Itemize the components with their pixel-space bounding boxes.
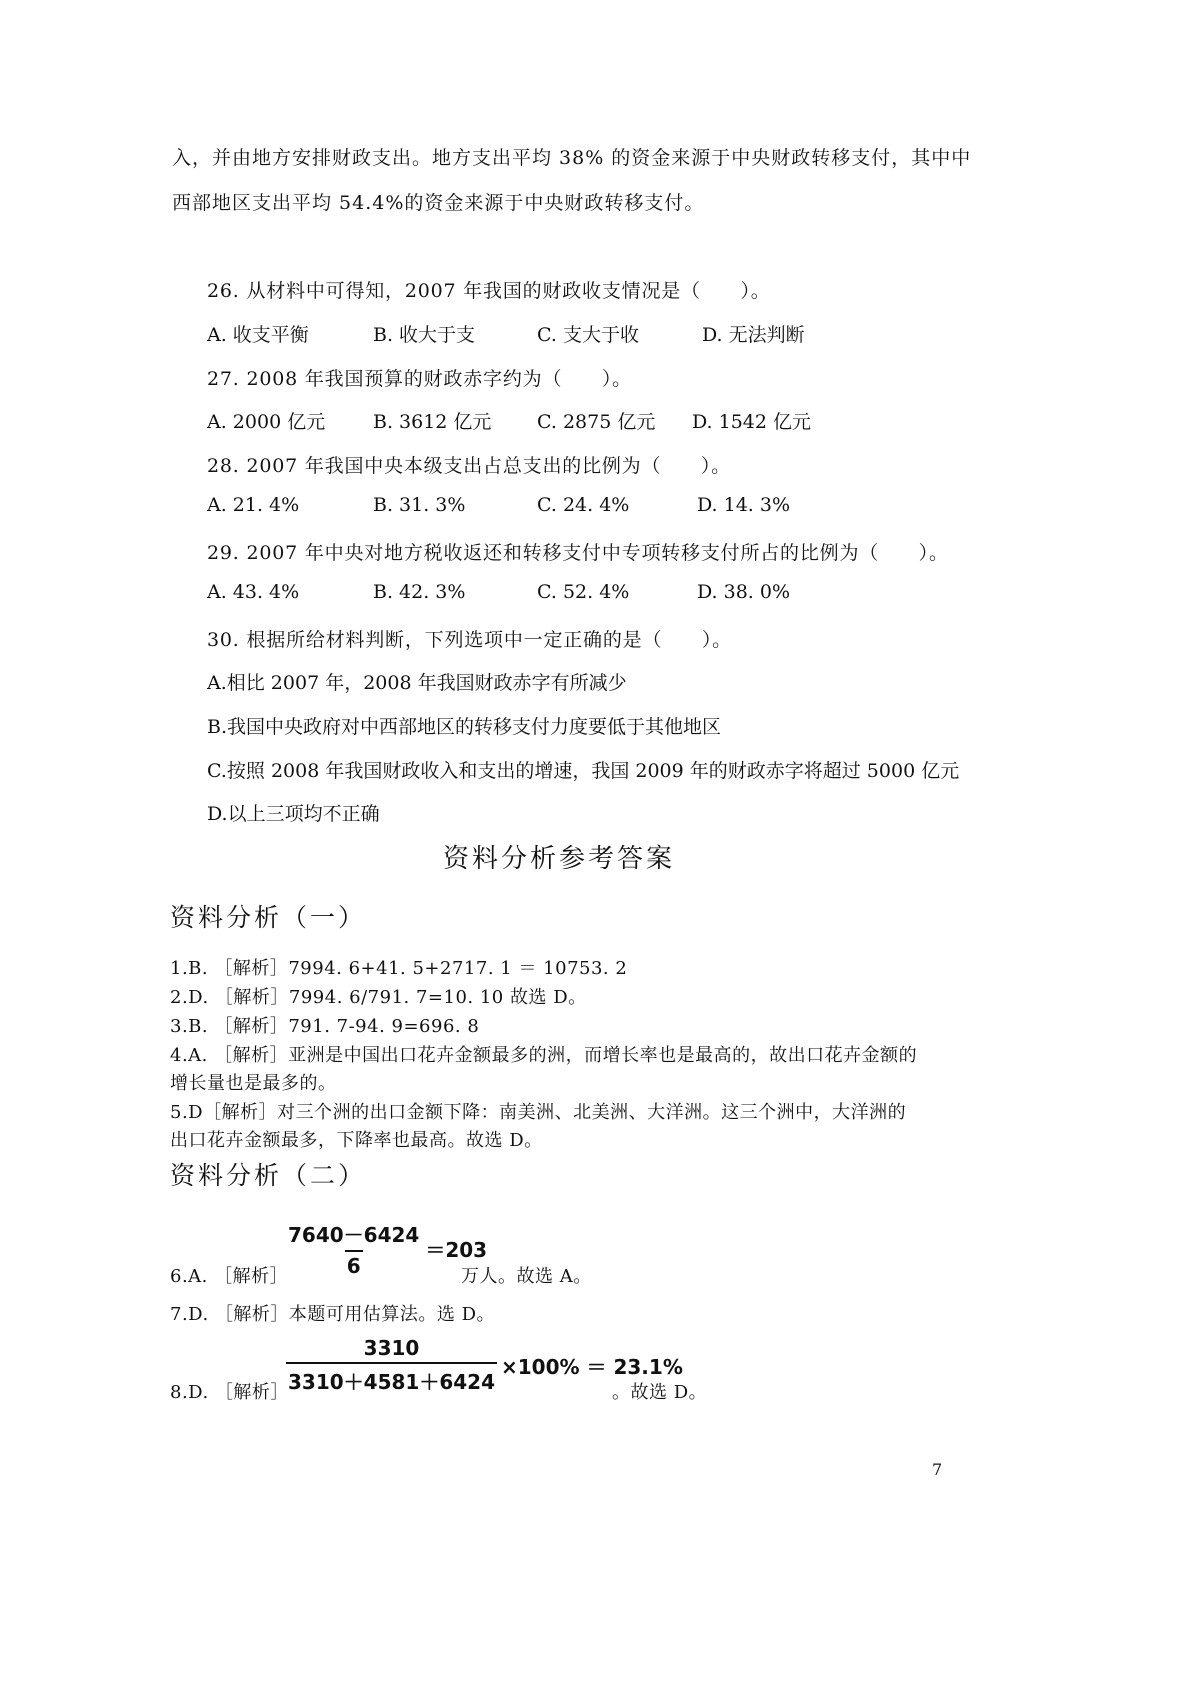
q26-option-c: C. 支大于收 [537,324,639,346]
formula-8-result: ×100% ＝ 23.1% [501,1355,683,1379]
intro-line-2: 西部地区支出平均 54.4%的资金来源于中央财政转移支付。 [172,192,705,214]
answer-4-line-2: 增长量也是最多的。 [170,1073,337,1094]
q26-option-b: B. 收大于支 [373,324,476,346]
q26-option-a: A. 收支平衡 [207,324,309,346]
answer-8-prefix: 8.D. ［解析］ [170,1382,289,1403]
q28-option-c: C. 24. 4% [537,494,630,516]
q27-option-b: B. 3612 亿元 [373,411,492,433]
answer-4-line-1: 4.A. ［解析］亚洲是中国出口花卉金额最多的洲，而增长率也是最高的，故出口花卉金额的 [170,1045,918,1066]
q29-option-c: C. 52. 4% [537,581,630,603]
answer-3: 3.B. ［解析］791. 7-94. 9=696. 8 [170,1016,480,1037]
q29-option-d: D. 38. 0% [697,581,791,603]
answer-5-line-2: 出口花卉金额最多，下降率也最高。故选 D。 [170,1130,543,1151]
q27-option-a: A. 2000 亿元 [207,411,326,433]
intro-line-1: 入，并由地方安排财政支出。地方支出平均 38% 的资金来源于中央财政转移支付，其中中 [172,147,972,169]
answer-6-formula [286,1219,487,1278]
answer-6-suffix: 万人。故选 A。 [461,1266,592,1287]
formula-6-result: ＝203 [425,1238,488,1262]
answer-7: 7.D. ［解析］本题可用估算法。选 D。 [170,1304,496,1325]
q30-option-a: A.相比 2007 年，2008 年我国财政赤字有所减少 [207,672,627,694]
q27-option-c: C. 2875 亿元 [537,411,656,433]
q29-option-a: A. 43. 4% [207,581,300,603]
q28-option-b: B. 31. 3% [373,494,466,516]
question-29: 29. 2007 年中央对地方税收返还和转移支付中专项转移支付所占的比例为（ ）。 [207,542,949,564]
answers-title: 资料分析参考答案 [443,844,676,874]
q30-option-c: C.按照 2008 年我国财政收入和支出的增速，我国 2009 年的财政赤字将超过 5000 亿元 [207,760,960,782]
q26-option-d: D. 无法判断 [702,324,805,346]
q30-option-d: D.以上三项均不正确 [207,803,380,825]
answer-6-prefix: 6.A. ［解析］ [170,1266,289,1287]
q29-option-b: B. 42. 3% [373,581,466,603]
answer-8-suffix: 。故选 D。 [612,1382,708,1403]
answer-2: 2.D. ［解析］7994. 6/791. 7=10. 10 故选 D。 [170,987,587,1008]
formula-8-numerator: 3310 [363,1336,420,1360]
question-30: 30. 根据所给材料判断，下列选项中一定正确的是（ ）。 [207,629,732,651]
formula-6-denominator: 6 [345,1250,363,1278]
formula-8-denominator: 3310＋4581＋6424 [286,1362,497,1395]
answer-1: 1.B. ［解析］7994. 6+41. 5+2717. 1 ＝ 10753. 2 [170,958,628,979]
formula-6-numerator: 7640－6424 [288,1223,420,1247]
q27-option-d: D. 1542 亿元 [692,411,812,433]
question-27: 27. 2008 年我国预算的财政赤字约为（ ）。 [207,368,632,390]
q28-option-d: D. 14. 3% [697,494,791,516]
page-number: 7 [932,1460,943,1479]
question-26: 26. 从材料中可得知，2007 年我国的财政收支情况是（ ）。 [207,280,771,302]
answer-5-line-1: 5.D［解析］对三个洲的出口金额下降：南美洲、北美洲、大洋洲。这三个洲中，大洋洲的 [170,1102,907,1123]
section-1-title: 资料分析（一） [170,903,367,932]
q28-option-a: A. 21. 4% [207,494,300,516]
question-28: 28. 2007 年我国中央本级支出占总支出的比例为（ ）。 [207,455,731,477]
section-2-title: 资料分析（二） [170,1161,367,1190]
q30-option-b: B.我国中央政府对中西部地区的转移支付力度要低于其他地区 [207,716,722,738]
